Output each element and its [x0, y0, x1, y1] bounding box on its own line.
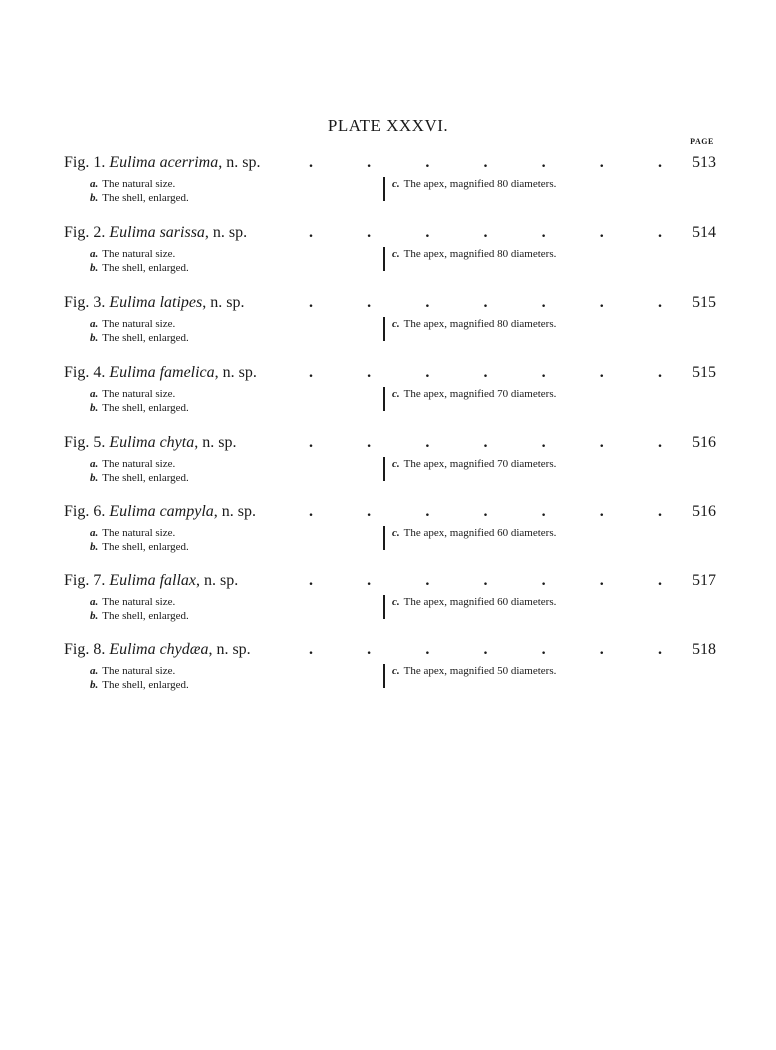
subfigure-b: b. The shell, enlarged.	[90, 262, 189, 274]
species-name: Eulima sarissa	[109, 224, 205, 241]
figure-entry	[0, 294, 776, 354]
plate-title: PLATE XXXVI.	[327, 116, 449, 135]
subfigure-b: b. The shell, enlarged.	[90, 332, 189, 344]
figure-label: Fig. 5.	[64, 434, 106, 451]
figure-heading	[64, 641, 716, 663]
species-name: Eulima latipes	[109, 294, 203, 311]
column-divider	[383, 387, 385, 411]
species-name: Eulima acerrima	[109, 154, 219, 171]
column-divider	[383, 664, 385, 688]
species-name: Eulima fallax	[109, 572, 196, 589]
figure-caption	[64, 434, 236, 452]
page-number: 514	[692, 224, 716, 241]
species-name: Eulima famelica	[109, 364, 215, 381]
dot-leaders: . . . . . . .	[309, 641, 662, 658]
figure-caption	[64, 294, 244, 312]
subfigure-a: a. The natural size.	[90, 527, 176, 539]
subfigure-b: b. The shell, enlarged.	[90, 402, 189, 414]
column-divider	[383, 247, 385, 271]
page-number: 518	[692, 641, 716, 658]
species-name: Eulima chyta	[109, 434, 195, 451]
figure-label: Fig. 3.	[64, 294, 106, 311]
column-divider	[383, 526, 385, 550]
figure-label: Fig. 7.	[64, 572, 106, 589]
figure-entry	[0, 503, 776, 563]
figure-label: Fig. 1.	[64, 154, 106, 171]
dot-leaders: . . . . . . .	[309, 572, 662, 589]
figure-label: Fig. 4.	[64, 364, 106, 381]
species-suffix: , n. sp.	[204, 224, 248, 241]
figure-entry	[0, 434, 776, 494]
page-number: 516	[692, 503, 716, 520]
dot-leaders: . . . . . . .	[309, 294, 662, 311]
dot-leaders: . . . . . . .	[309, 364, 662, 381]
figure-caption	[64, 364, 257, 382]
figure-caption	[64, 154, 260, 172]
species-name: Eulima campyla	[109, 503, 214, 520]
dot-leaders: . . . . . . .	[309, 154, 662, 171]
species-suffix: , n. sp.	[218, 154, 261, 171]
figure-entry	[0, 572, 776, 632]
dot-leaders: . . . . . . .	[309, 224, 662, 241]
dot-leaders: . . . . . . .	[309, 503, 662, 520]
figure-caption	[64, 641, 251, 659]
figure-heading	[64, 154, 716, 176]
subfigure-c: c. The apex, magnified 80 diameters.	[392, 318, 557, 330]
subfigure-a: a. The natural size.	[90, 665, 176, 677]
subfigure-c: c. The apex, magnified 70 diameters.	[392, 388, 557, 400]
subfigure-a: a. The natural size.	[90, 388, 176, 400]
figure-heading	[64, 364, 716, 386]
subfigure-c: c. The apex, magnified 70 diameters.	[392, 458, 557, 470]
column-divider	[383, 595, 385, 619]
subfigure-a: a. The natural size.	[90, 458, 176, 470]
column-divider	[383, 177, 385, 201]
subfigure-b: b. The shell, enlarged.	[90, 610, 189, 622]
column-divider	[383, 317, 385, 341]
figure-label: Fig. 6.	[64, 503, 106, 520]
subfigure-b: b. The shell, enlarged.	[90, 541, 189, 553]
species-suffix: , n. sp.	[194, 434, 237, 451]
figure-heading	[64, 572, 716, 594]
subfigure-c: c. The apex, magnified 80 diameters.	[392, 178, 557, 190]
dot-leaders: . . . . . . .	[309, 434, 662, 451]
figure-caption	[64, 224, 247, 242]
species-suffix: , n. sp.	[202, 294, 245, 311]
subfigure-b: b. The shell, enlarged.	[90, 679, 189, 691]
figure-label: Fig. 2.	[64, 224, 106, 241]
subfigure-b: b. The shell, enlarged.	[90, 192, 189, 204]
subfigure-c: c. The apex, magnified 60 diameters.	[392, 527, 557, 539]
figure-entry	[0, 224, 776, 284]
species-name: Eulima chydæa	[109, 641, 209, 658]
figure-entry	[0, 364, 776, 424]
page-number: 517	[692, 572, 716, 589]
figure-caption	[64, 503, 256, 521]
subfigure-a: a. The natural size.	[90, 318, 176, 330]
species-suffix: , n. sp.	[214, 364, 257, 381]
subfigure-a: a. The natural size.	[90, 596, 176, 608]
species-suffix: , n. sp.	[196, 572, 239, 589]
page-number: 515	[692, 294, 716, 311]
page-number: 513	[692, 154, 716, 171]
figure-heading	[64, 434, 716, 456]
page-column-header: PAGE	[690, 137, 714, 146]
page-number: 516	[692, 434, 716, 451]
species-suffix: , n. sp.	[208, 641, 251, 658]
figure-heading	[64, 224, 716, 246]
figure-entry	[0, 641, 776, 701]
subfigure-b: b. The shell, enlarged.	[90, 472, 189, 484]
page-number: 515	[692, 364, 716, 381]
subfigure-c: c. The apex, magnified 60 diameters.	[392, 596, 557, 608]
column-divider	[383, 457, 385, 481]
subfigure-c: c. The apex, magnified 50 diameters.	[392, 665, 557, 677]
subfigure-a: a. The natural size.	[90, 178, 176, 190]
species-suffix: , n. sp.	[213, 503, 256, 520]
figure-entry	[0, 154, 776, 214]
subfigure-c: c. The apex, magnified 80 diameters.	[392, 248, 557, 260]
figure-heading	[64, 294, 716, 316]
figure-caption	[64, 572, 238, 590]
subfigure-a: a. The natural size.	[90, 248, 176, 260]
figure-label: Fig. 8.	[64, 641, 106, 658]
figure-heading	[64, 503, 716, 525]
